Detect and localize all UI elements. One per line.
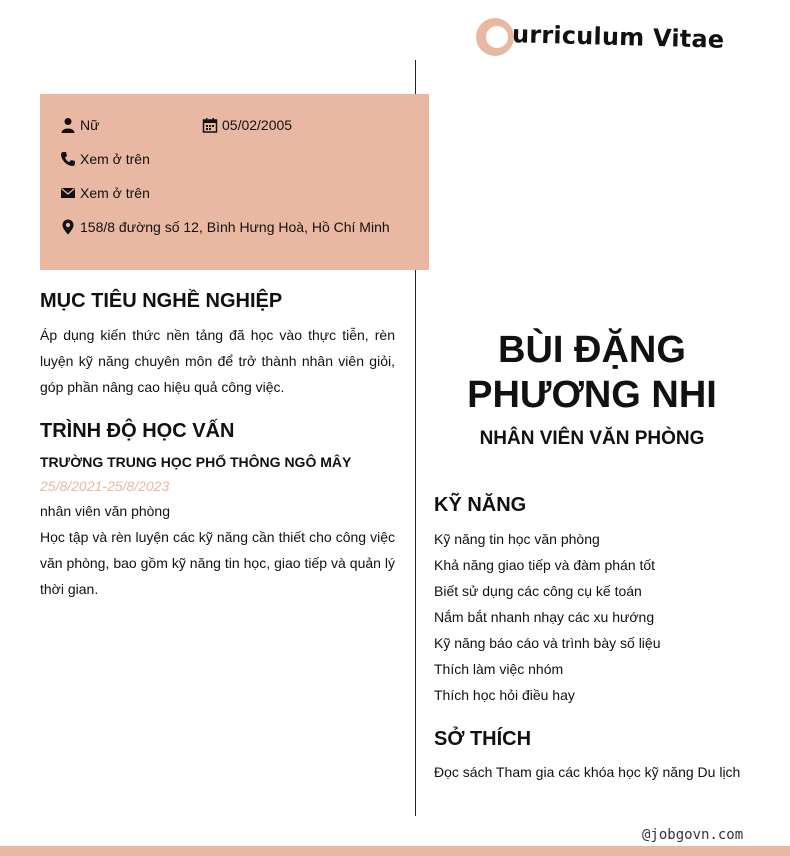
education-description: Học tập và rèn luyện các kỹ năng cần thiết cho công việc văn phòng, bao gồm kỹ năng tin học, giao tiếp và quản lý thời gian. (40, 529, 395, 597)
skill-item: Khả năng giao tiếp và đàm phán tốt (434, 557, 656, 573)
address-value: 158/8 đường số 12, Bình Hưng Hoà, Hồ Chí Minh (80, 219, 390, 235)
skill-item: Kỹ năng báo cáo và trình bày số liệu (434, 635, 661, 651)
skills-title: KỸ NĂNG (434, 494, 527, 516)
phone-value: Xem ở trên (80, 151, 150, 167)
person-icon (60, 117, 76, 133)
birthdate-value: 05/02/2005 (222, 117, 293, 133)
footer-bar (0, 846, 790, 856)
education-date: 25/8/2021-25/8/2023 (40, 478, 170, 494)
skill-item: Biết sử dụng các công cụ kế toán (434, 583, 642, 599)
skill-item: Kỹ năng tin học văn phòng (434, 531, 600, 547)
hobbies-text: Đọc sách Tham gia các khóa học kỹ năng Du lịch (434, 764, 741, 780)
contact-info-box (40, 94, 429, 270)
contact-address (60, 219, 390, 235)
education-school: TRƯỜNG TRUNG HỌC PHỔ THÔNG NGÔ MÂY (40, 454, 352, 470)
contact-birthdate (202, 117, 292, 133)
hobbies-title: SỞ THÍCH (434, 728, 532, 750)
skill-item: Thích làm việc nhóm (434, 661, 564, 677)
contact-email (60, 185, 150, 201)
gender-value: Nữ (80, 117, 100, 133)
mail-icon (60, 185, 76, 201)
logo-text: urriculum Vitae (511, 20, 725, 54)
footer-watermark: @jobgovn.com (642, 827, 744, 843)
skill-item: Thích học hỏi điều hay (434, 687, 575, 703)
cv-logo (476, 16, 724, 58)
education-role: nhân viên văn phòng (40, 503, 170, 519)
contact-phone (60, 151, 150, 167)
objective-title: MỤC TIÊU NGHỀ NGHIỆP (40, 290, 283, 312)
education-title: TRÌNH ĐỘ HỌC VẤN (40, 420, 235, 442)
logo-c-circle-icon (476, 18, 514, 56)
calendar-icon (202, 117, 218, 133)
email-value: Xem ở trên (80, 185, 150, 201)
contact-gender (60, 117, 99, 133)
location-pin-icon (60, 219, 76, 235)
skills-list (434, 526, 660, 708)
phone-icon (60, 151, 76, 167)
candidate-position: NHÂN VIÊN VĂN PHÒNG (479, 428, 705, 449)
objective-text: Áp dụng kiến thức nền tảng đã học vào thực tiễn, rèn luyện kỹ năng chuyên môn để trở thành nhân viên giỏi, góp phần nâng cao hiệu quả công việc. (40, 327, 395, 395)
skill-item: Nắm bắt nhanh nhạy các xu hướng (434, 609, 655, 625)
candidate-name: BÙI ĐẶNG PHƯƠNG NHI (467, 329, 717, 416)
